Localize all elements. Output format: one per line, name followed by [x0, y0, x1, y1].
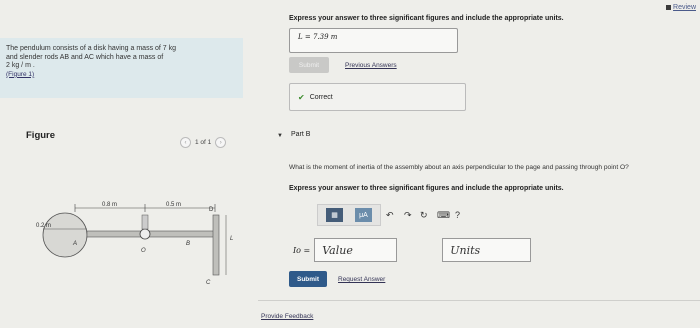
request-answer-link[interactable]: Request Answer [338, 276, 386, 283]
label-o: O [141, 248, 146, 254]
help-button[interactable]: ? [455, 210, 461, 220]
chevron-right-icon[interactable]: › [215, 137, 226, 148]
label-d: D [209, 207, 214, 213]
greek-button[interactable]: μA [355, 208, 372, 222]
problem-line-2: and slender rods AB and AC which have a mass of [6, 53, 164, 61]
label-b: B [186, 241, 191, 247]
part-a-submit-button[interactable]: Submit [289, 57, 329, 73]
correct-feedback [289, 83, 466, 111]
label-l: L [230, 236, 234, 242]
dim-label-ad: 0.5 m [166, 202, 182, 208]
rod-ac [213, 215, 219, 275]
pendulum-diagram [30, 195, 260, 290]
io-label: Io = [293, 245, 311, 255]
part-a-answer-box [289, 28, 458, 53]
provide-feedback-link[interactable]: Provide Feedback [261, 313, 314, 320]
label-a: A [73, 241, 78, 247]
previous-answers-link[interactable]: Previous Answers [345, 62, 397, 69]
keyboard-icon[interactable]: ⌨ [437, 210, 450, 220]
part-b-question: What is the moment of inertia of the assembly about an axis perpendicular to the page and passing through point O? [289, 164, 629, 171]
label-c: C [206, 280, 211, 286]
pin-support [142, 215, 148, 229]
rod-ab [87, 231, 215, 237]
answer-input-row [293, 238, 531, 262]
check-icon: ✔ [298, 92, 305, 102]
undo-icon[interactable]: ↶ [386, 210, 394, 220]
units-input[interactable]: Units [442, 238, 531, 262]
chevron-left-icon[interactable]: ‹ [180, 137, 191, 148]
part-a-instruction: Express your answer to three significant figures and include the appropriate units. [289, 15, 564, 22]
redo-icon[interactable]: ↷ [404, 210, 412, 220]
figure-link[interactable]: (Figure 1) [6, 70, 35, 78]
figure-pager [180, 137, 226, 148]
problem-line-3: 2 kg / m . [6, 62, 35, 70]
pin-o [140, 229, 150, 239]
review-label: Review [673, 4, 696, 11]
value-input[interactable]: Value [314, 238, 397, 262]
divider [258, 300, 700, 301]
matrix-template-icon[interactable]: ▦ [326, 208, 343, 222]
dim-label-radius: 0.2 m [36, 223, 52, 229]
dim-label-ab: 0.8 m [102, 202, 118, 208]
math-toolbar [317, 204, 381, 226]
reset-icon[interactable]: ↻ [420, 210, 428, 220]
review-link[interactable] [666, 4, 696, 11]
problem-statement [0, 38, 243, 98]
part-b-instruction: Express your answer to three significant figures and include the appropriate units. [289, 185, 564, 192]
problem-line-1: The pendulum consists of a disk having a mass of 7 kg [6, 45, 177, 52]
pager-text: 1 of 1 [195, 139, 212, 146]
part-b-title[interactable]: Part B [291, 131, 311, 138]
review-icon [666, 5, 671, 10]
figure-label: Figure [26, 130, 56, 141]
collapse-arrow-icon[interactable]: ▼ [277, 133, 283, 139]
problem-text [6, 45, 238, 79]
part-a-answer: L = 7.39 m [298, 33, 338, 41]
correct-label: Correct [309, 93, 333, 101]
part-b-submit-button[interactable]: Submit [289, 271, 327, 287]
disk [43, 213, 87, 257]
